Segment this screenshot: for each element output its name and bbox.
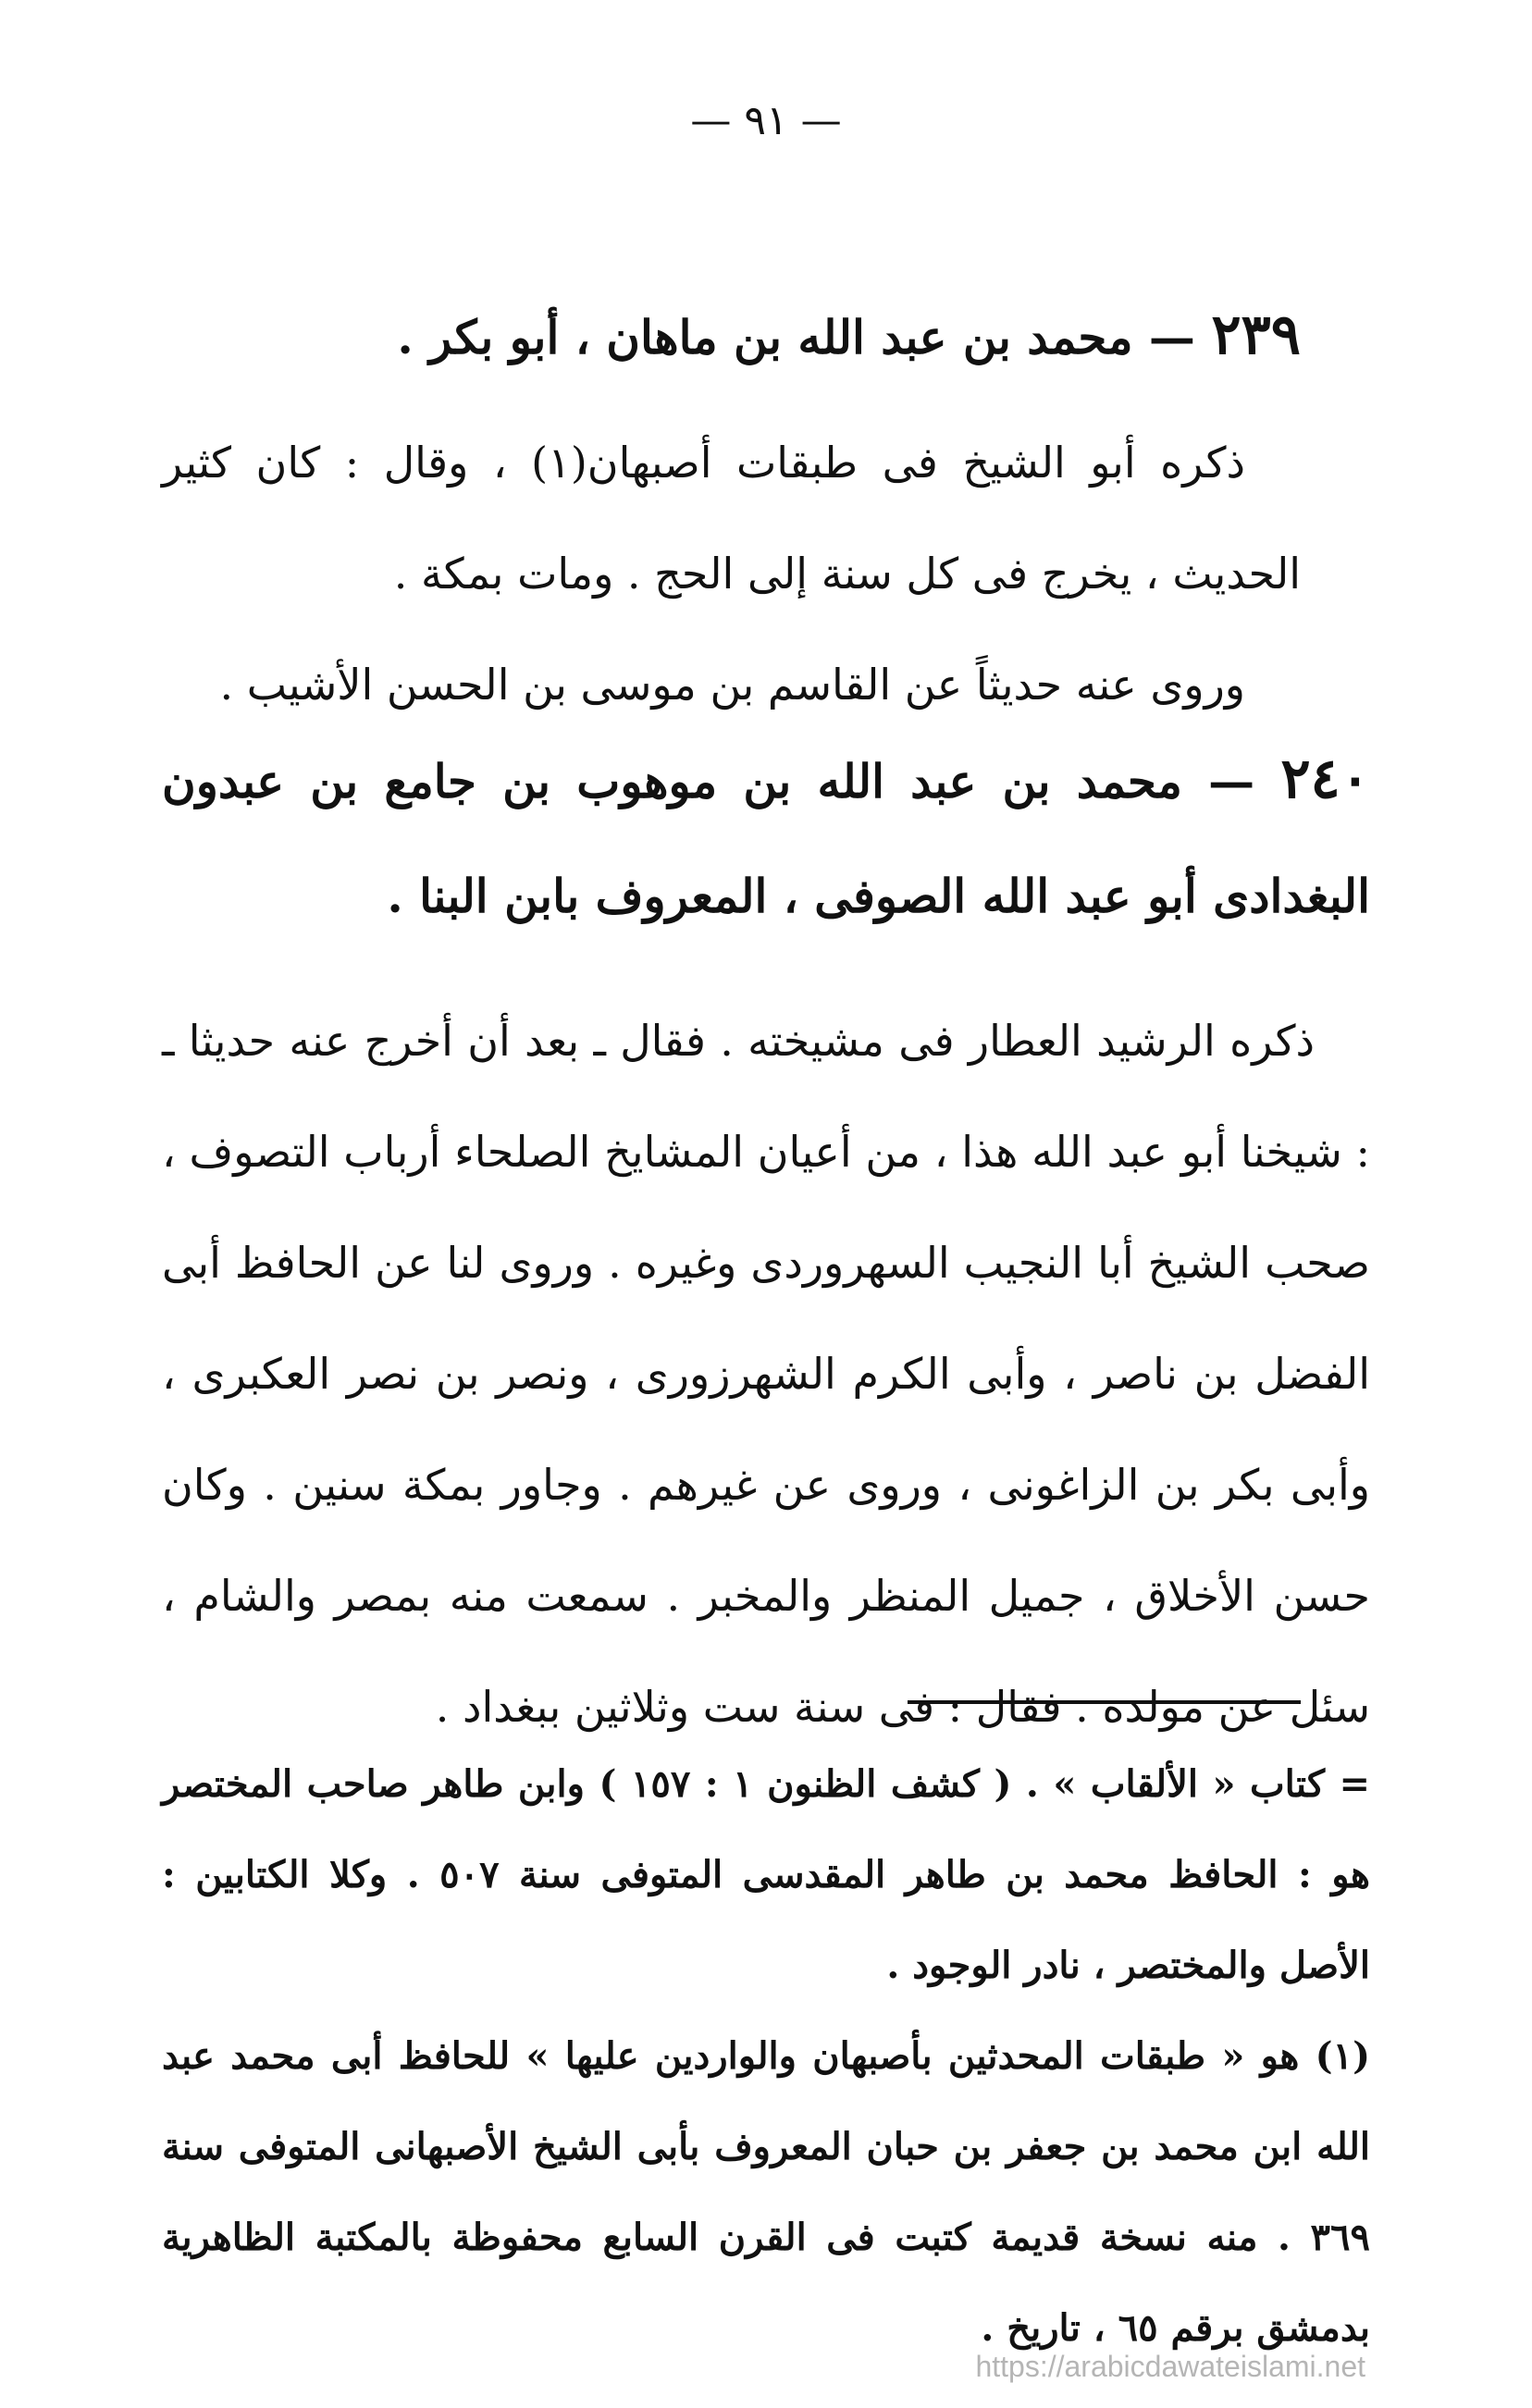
entry-240-number: ٢٤٠ xyxy=(1280,747,1370,811)
entry-240 xyxy=(162,722,1370,954)
footnote-1: (١) هو « طبقات المحدثين بأصبهان والواردين عليها » للحافظ أبى محمد عبد الله ابن محمد بن جعفر بن حبان المعروف بأبى الشيخ الأصبهانى المتوفى سنة ٣٦٩ . منه نسخة قديمة كتبت فى القرن السابع محفوظة بالمكتبة الظاهرية بدمشق برقم ٦٥ ، تاريخ . xyxy=(162,2034,1370,2350)
entry-240-title: — محمد بن عبد الله بن موهوب بن جامع بن عبدون البغدادى أبو عبد الله الصوفى ، المعروف بابن البنا . xyxy=(162,754,1370,923)
footnote-continuation: = كتاب « الألقاب » . ( كشف الظنون ١ : ١٥٧ ) وابن طاهر صاحب المختصر هو : الحافظ محمد بن طاهر المقدسى المتوفى سنة ٥٠٧ . وكلا الكتابين : الأصل والمختصر ، نادر الوجود . xyxy=(162,1762,1371,1987)
entry-239-paragraph-2: وروى عنه حديثاً عن القاسم بن موسى بن الحسن الأشيب . xyxy=(219,660,1245,710)
entry-239-title: — محمد بن عبد الله بن ماهان ، أبو بكر . xyxy=(397,310,1195,364)
entry-239-number: ٢٣٩ xyxy=(1211,303,1301,367)
entry-240-paragraph: ذكره الرشيد العطار فى مشيخته . فقال ـ بعد أن أخرج عنه حديثا ـ : شيخنا أبو عبد الله هذا ، من أعيان المشايخ الصلحاء أرباب التصوف ، صحب الشيخ أبا النجيب السهروردى وغيره . وروى لنا عن الحافظ أبى الفضل بن ناصر ، وأبى الكرم الشهرزورى ، ونصر بن نصر العكبرى ، وأبى بكر بن الزاغونى ، وروى عن غيرهم . وجاور بمكة سنين . وكان حسن الأخلاق ، جميل المنظر والمخبر . سمعت منه بمصر والشام ، سئل عن مولده . فقال : فى سنة ست وثلاثين ببغداد . xyxy=(162,1016,1370,1732)
watermark-url: https://arabicdawateislami.net xyxy=(975,2350,1365,2383)
entry-239-paragraph-1: ذكره أبو الشيخ فى طبقات أصبهان(١) ، وقال : كان كثير الحديث ، يخرج فى كل سنة إلى الحج . ومات بمكة . xyxy=(162,438,1301,599)
entry-239 xyxy=(162,278,1301,395)
entry-240-heading xyxy=(162,722,1370,954)
entry-239-body xyxy=(162,407,1301,740)
footnotes xyxy=(162,1739,1370,2374)
entry-240-body xyxy=(162,985,1370,1762)
page-number: — ٩١ — xyxy=(690,97,842,144)
footnote-divider xyxy=(908,1700,1301,1704)
entry-239-heading xyxy=(162,278,1301,395)
